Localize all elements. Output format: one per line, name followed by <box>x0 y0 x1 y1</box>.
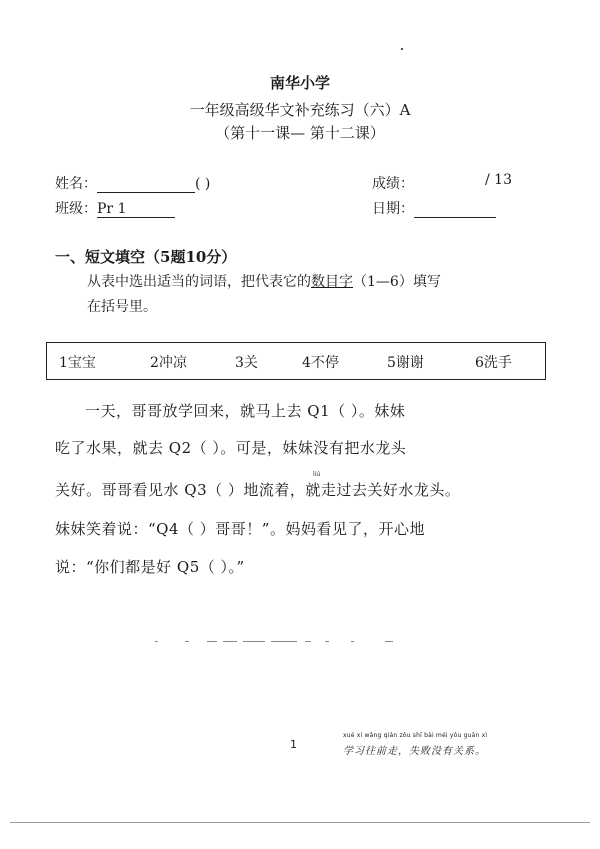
word-option: 4不停 <box>302 355 339 371</box>
name-label: 姓名： <box>55 176 97 192</box>
scan-artifact-dots <box>155 640 405 644</box>
lesson-range: （第十一课— 第十二课） <box>215 124 385 142</box>
scan-speck <box>401 48 403 50</box>
word-bank <box>46 342 546 380</box>
word-option: 2冲凉 <box>150 355 187 371</box>
section-title: 一、短文填空（5题10分） <box>55 248 237 266</box>
instruction-line-1 <box>87 271 441 291</box>
date-label: 日期： <box>372 201 414 217</box>
date-field <box>372 198 496 218</box>
word-option: 3关 <box>235 355 258 371</box>
motto-pinyin: xué xí wǎng qián zǒu shī bài méi yǒu guān xì <box>343 732 488 739</box>
word-option: 1宝宝 <box>59 355 96 371</box>
passage-line: 一天，哥哥放学回来，就马上去 Q1（ ）。妹妹 <box>85 402 406 420</box>
passage-line: 关好。哥哥看见水 Q3（ ）地流着，就走过去关好水龙头。 <box>55 481 461 499</box>
score-label: 成绩： <box>372 176 414 192</box>
name-field <box>55 173 210 193</box>
score-total: / 13 <box>485 172 512 188</box>
instruction-underlined: 数目字 <box>311 274 353 290</box>
date-blank[interactable] <box>414 203 496 218</box>
school-name: 南华小学 <box>269 74 330 92</box>
name-paren: ( ) <box>195 176 211 192</box>
name-blank[interactable] <box>97 178 195 193</box>
pinyin-annotation: liú <box>313 471 321 478</box>
page-number: 1 <box>290 738 297 751</box>
passage-line: 吃了水果，就去 Q2（ ）。可是，妹妹没有把水龙头 <box>55 439 407 457</box>
instruction-line-2: 在括号里。 <box>87 299 157 315</box>
instruction-text: 从表中选出适当的词语，把代表它的 <box>87 274 311 290</box>
word-option: 5谢谢 <box>387 355 424 371</box>
instruction-text-2: （1—6）填写 <box>353 274 441 290</box>
worksheet-title: 一年级高级华文补充练习（六）A <box>189 101 411 119</box>
motto: 学习往前走，失败没有关系。 <box>343 746 486 757</box>
class-field <box>55 198 175 218</box>
passage-line: 妹妹笑着说：“Q4（ ）哥哥！”。妈妈看见了，开心地 <box>55 520 425 538</box>
class-label: 班级： <box>55 201 97 217</box>
scan-edge-line <box>10 822 590 823</box>
class-value[interactable]: Pr 1 <box>97 201 175 218</box>
word-option: 6洗手 <box>475 355 512 371</box>
passage-line: 说：“你们都是好 Q5（ ）。” <box>55 558 245 576</box>
